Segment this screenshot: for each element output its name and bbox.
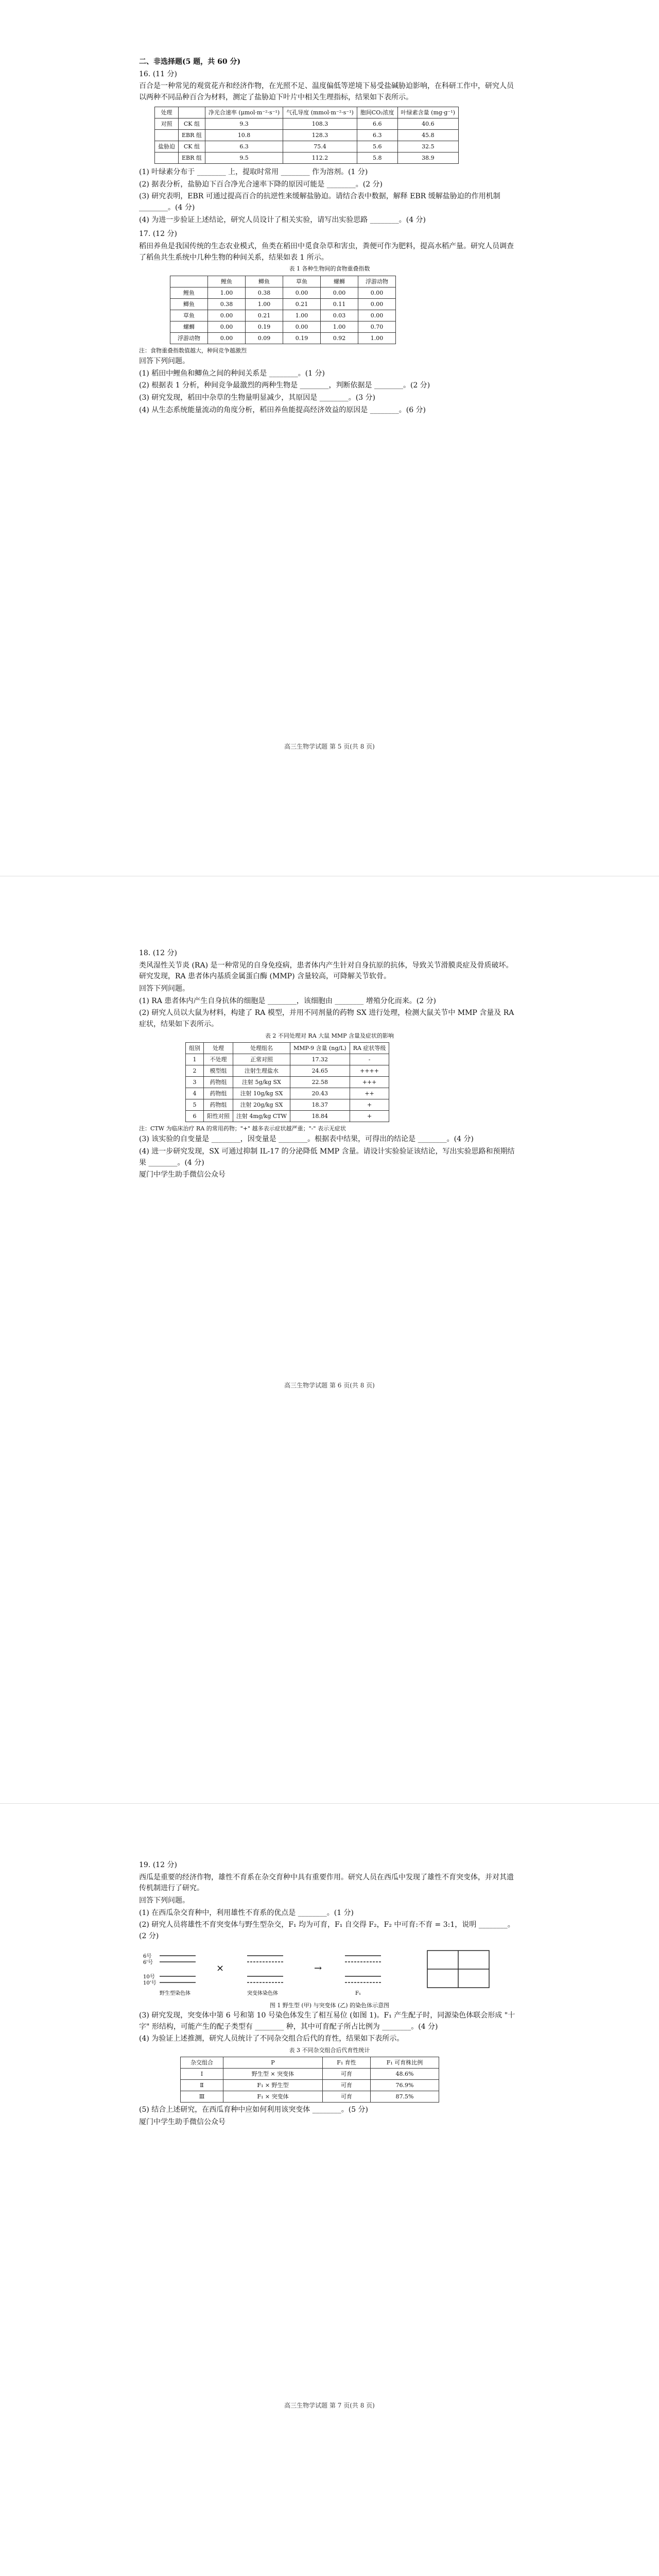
table-header-cell: 螺蛳 bbox=[321, 276, 358, 287]
table-header-cell: 处理组名 bbox=[233, 1042, 290, 1054]
section-title: 二、非选择题(5 题，共 60 分) bbox=[139, 58, 241, 66]
q18-header: 18. (12 分) bbox=[139, 949, 177, 957]
table-cell: 1.00 bbox=[358, 332, 396, 344]
table-header-cell: 气孔导度 (mmol·m⁻²·s⁻¹) bbox=[283, 107, 357, 118]
page-5-content bbox=[139, 57, 520, 417]
q17-table-caption: 表 1 各种生物间的食物重叠指数 bbox=[289, 265, 370, 273]
table-cell: +++ bbox=[350, 1077, 389, 1088]
table-cell: 0.19 bbox=[246, 321, 283, 332]
table-cell: 注射 4mg/kg CTW bbox=[233, 1111, 290, 1122]
exam-page-6 bbox=[0, 927, 659, 1803]
table-cell: 0.21 bbox=[283, 298, 321, 310]
table-cell: 0.19 bbox=[283, 332, 321, 344]
q19-header: 19. (12 分) bbox=[139, 1861, 177, 1869]
table-cell: 0.00 bbox=[358, 310, 396, 321]
page-6-content bbox=[139, 948, 520, 1182]
q16-sub-2: (2) 据表分析，盐胁迫下百合净光合速率下降的原因可能是 ________。(2 分) bbox=[139, 180, 383, 189]
table-cell: 0.00 bbox=[208, 310, 246, 321]
table-cell: ++ bbox=[350, 1088, 389, 1099]
table-cell: 38.9 bbox=[397, 152, 458, 163]
q19-lead: 回答下列问题。 bbox=[139, 1896, 189, 1905]
table-row bbox=[155, 118, 459, 129]
table-cell: 5 bbox=[186, 1099, 204, 1111]
q16-sub-4: (4) 为进一步验证上述结论，研究人员设计了相关实验，请写出实验思路 ________。(4 分) bbox=[139, 215, 426, 224]
table-cell: 1.00 bbox=[208, 287, 246, 298]
table-cell: CK 组 bbox=[179, 141, 205, 152]
table-cell: 20.43 bbox=[290, 1088, 350, 1099]
table-cell: 108.3 bbox=[283, 118, 357, 129]
table-cell: 可育 bbox=[323, 2080, 371, 2091]
table-header-cell: 处理 bbox=[204, 1042, 233, 1054]
table-cell: 0.70 bbox=[358, 321, 396, 332]
table-header-cell: 胞间CO₂浓度 bbox=[357, 107, 397, 118]
table-cell: Ⅱ bbox=[181, 2080, 223, 2091]
table-header-cell: 浮游动物 bbox=[358, 276, 396, 287]
table-cell: 0.00 bbox=[208, 321, 246, 332]
table-cell: 22.58 bbox=[290, 1077, 350, 1088]
table-header-cell: F₁ 育性 bbox=[323, 2057, 371, 2068]
table-cell bbox=[155, 129, 179, 141]
q18-sub-2: (2) 研究人员以大鼠为材料，构建了 RA 模型，并用不同剂量的药物 SX 进行处理，检测大鼠关节中 MMP 含量及 RA 症状，结果如下表所示。 bbox=[139, 1009, 514, 1029]
table-row bbox=[170, 298, 396, 310]
q19-sub-2: (2) 研究人员将雄性不育突变体与野生型杂交，F₁ 均为可育，F₁ 自交得 F₂，F₂ 中可育:不育 = 3:1，说明 ________。(2 分) bbox=[139, 1921, 515, 1941]
table-cell: 17.32 bbox=[290, 1054, 350, 1065]
table-cell: + bbox=[350, 1099, 389, 1111]
table-cell: 0.38 bbox=[246, 287, 283, 298]
figure-label: F₁ bbox=[355, 1990, 361, 1996]
table-cell: 0.00 bbox=[208, 332, 246, 344]
table-row bbox=[186, 1065, 389, 1076]
figure-label: 野生型染色体 bbox=[160, 1990, 190, 1996]
table-cell: 1.00 bbox=[283, 310, 321, 321]
table-cell: 0.09 bbox=[246, 332, 283, 344]
table-cell: 0.00 bbox=[358, 298, 396, 310]
table-header-cell: P bbox=[223, 2057, 323, 2068]
table-cell: F₁ × 野生型 bbox=[223, 2080, 323, 2091]
chromosome-label: 10号 bbox=[143, 1974, 155, 1980]
table-header-cell: 净光合速率 (μmol·m⁻²·s⁻¹) bbox=[205, 107, 283, 118]
table-cell: 4 bbox=[186, 1088, 204, 1099]
table-cell: 128.3 bbox=[283, 129, 357, 141]
q18-sub-3: (3) 该实验的自变量是 ________，因变量是 ________。根据表中结果，可得出的结论是 ________。(4 分) bbox=[139, 1135, 474, 1144]
table-cell: 2 bbox=[186, 1065, 204, 1076]
table-header-cell bbox=[170, 276, 208, 287]
exam-page-5 bbox=[0, 0, 659, 876]
q19-intro: 西瓜是重要的经济作物，雄性不育系在杂交育种中具有重要作用。研究人员在西瓜中发现了雄性不育突变体，并对其遗传机制进行了研究。 bbox=[139, 1873, 514, 1893]
q17-intro: 稻田养鱼是我国传统的生态农业模式，鱼类在稻田中觅食杂草和害虫，粪便可作为肥料，提高水稻产量。研究人员调查了稻鱼共生系统中几种生物的种间关系，结果如表 1 所示。 bbox=[139, 242, 514, 262]
table-cell: 浮游动物 bbox=[170, 332, 208, 344]
chromosome-label: 6'号 bbox=[143, 1959, 153, 1965]
q18-table-caption: 表 2 不同处理对 RA 大鼠 MMP 含量及症状的影响 bbox=[265, 1032, 394, 1039]
table-header-cell: 鲫鱼 bbox=[246, 276, 283, 287]
chromosome-label: 10'号 bbox=[143, 1980, 157, 1986]
table-header-cell: F₁ 可育株比例 bbox=[371, 2057, 439, 2068]
table-cell: 可育 bbox=[323, 2091, 371, 2103]
table-cell: Ⅰ bbox=[181, 2068, 223, 2079]
table-row bbox=[186, 1054, 389, 1065]
q18-table-note: 注：CTW 为临床治疗 RA 的常用药物；"+" 越多表示症状越严重；"-" 表示无症状 bbox=[139, 1125, 346, 1132]
q17-sub-4: (4) 从生态系统能量流动的角度分析，稻田养鱼能提高经济效益的原因是 ________。(6 分) bbox=[139, 405, 426, 414]
q19-sub-4: (4) 为验证上述推测，研究人员统计了不同杂交组合后代的育性，结果如下表所示。 bbox=[139, 2035, 404, 2043]
table-cell: 0.21 bbox=[246, 310, 283, 321]
table-cell: 1 bbox=[186, 1054, 204, 1065]
table-cell: 0.03 bbox=[321, 310, 358, 321]
q16-sub-3: (3) 研究表明，EBR 可通过提高百合的抗逆性来缓解盐胁迫。请结合表中数据，解释 EBR 缓解盐胁迫的作用机制 ________。(4 分) bbox=[139, 192, 500, 212]
q19-sub-3: (3) 研究发现，突变体中第 6 号和第 10 号染色体发生了相互易位 (如图 1)。F₁ 产生配子时，同源染色体联会形成 "十字" 形结构，可能产生的配子类型有 ________ 种，其中可育配子所占比例为 ________。(4 分) bbox=[139, 2011, 515, 2031]
figure-label: 突变体染色体 bbox=[247, 1990, 278, 1996]
table-row bbox=[170, 310, 396, 321]
table-cell: - bbox=[350, 1054, 389, 1065]
table-cell: 40.6 bbox=[397, 118, 458, 129]
q18-watermark-note: 厦门中学生助手微信公众号 bbox=[139, 1171, 226, 1179]
table-cell bbox=[155, 152, 179, 163]
q17-header: 17. (12 分) bbox=[139, 230, 177, 239]
q17-sub-2: (2) 根据表 1 分析，种间竞争最激烈的两种生物是 ________，判断依据是 ________。(2 分) bbox=[139, 381, 430, 390]
table-cell: 32.5 bbox=[397, 141, 458, 152]
table-cell: 药物组 bbox=[204, 1099, 233, 1111]
q19-table bbox=[180, 2057, 439, 2103]
table-header-cell: 处理 bbox=[155, 107, 179, 118]
table-cell: 可育 bbox=[323, 2068, 371, 2079]
page-divider bbox=[0, 1803, 659, 1804]
table-row bbox=[170, 287, 396, 298]
q16-sub-1: (1) 叶绿素分布于 ________ 上，提取时常用 ________ 作为溶剂。(1 分) bbox=[139, 167, 368, 176]
q18-lead: 回答下列问题。 bbox=[139, 985, 189, 993]
q16-table bbox=[154, 107, 459, 164]
q18-sub-1: (1) RA 患者体内产生自身抗体的细胞是 ________，该细胞由 ________ 增殖分化而来。(2 分) bbox=[139, 996, 437, 1005]
table-cell: 112.2 bbox=[283, 152, 357, 163]
table-cell: 18.84 bbox=[290, 1111, 350, 1122]
table-cell: 0.11 bbox=[321, 298, 358, 310]
table-cell: 正常对照 bbox=[233, 1054, 290, 1065]
q19-sub-1: (1) 在西瓜杂交育种中，利用雄性不育系的优点是 ________。(1 分) bbox=[139, 1908, 354, 1917]
q18-intro: 类风湿性关节炎 (RA) 是一种常见的自身免疫病，患者体内产生针对自身抗原的抗体，导致关节滑膜炎症及骨质破坏。研究发现，RA 患者体内基质金属蛋白酶 (MMP) 含量较高，可降解关节软骨。 bbox=[139, 961, 513, 981]
table-header-cell: 组别 bbox=[186, 1042, 204, 1054]
q19-table-caption: 表 3 不同杂交组合后代育性统计 bbox=[289, 2046, 370, 2054]
page-footer: 高三生物学试题 第 5 页(共 8 页) bbox=[284, 743, 375, 750]
cross-symbol: × bbox=[216, 1962, 224, 1974]
table-cell: 草鱼 bbox=[170, 310, 208, 321]
q17-lead: 回答下列问题。 bbox=[139, 357, 189, 365]
table-cell: 18.37 bbox=[290, 1099, 350, 1111]
table-cell: ++++ bbox=[350, 1065, 389, 1076]
table-cell: 0.00 bbox=[321, 287, 358, 298]
table-cell: 3 bbox=[186, 1077, 204, 1088]
table-cell: 野生型 × 突变体 bbox=[223, 2068, 323, 2079]
table-cell: F₁ × 突变体 bbox=[223, 2091, 323, 2103]
table-row bbox=[155, 141, 459, 152]
table-cell: 5.6 bbox=[357, 141, 397, 152]
table-cell: 0.00 bbox=[358, 287, 396, 298]
q19-watermark-note: 厦门中学生助手微信公众号 bbox=[139, 2117, 226, 2126]
q17-table bbox=[170, 276, 396, 344]
table-row bbox=[181, 2068, 439, 2079]
q17-sub-3: (3) 研究发现，稻田中杂草的生物量明显减少，其原因是 ________。(3 分) bbox=[139, 393, 376, 402]
table-cell: EBR 组 bbox=[179, 129, 205, 141]
q19-chromosome-figure bbox=[139, 1945, 520, 2007]
table-cell: 1.00 bbox=[321, 321, 358, 332]
table-cell: 45.8 bbox=[397, 129, 458, 141]
table-header-cell: 鲤鱼 bbox=[208, 276, 246, 287]
q18-sub-4: (4) 进一步研究发现，SX 可通过抑制 IL-17 的分泌降低 MMP 含量。请设计实验验证该结论，写出实验思路和预期结果 ________。(4 分) bbox=[139, 1147, 515, 1167]
table-header-cell: 叶绿素含量 (mg·g⁻¹) bbox=[397, 107, 458, 118]
table-cell: 注射生理盐水 bbox=[233, 1065, 290, 1076]
page-7-content bbox=[139, 1860, 520, 2129]
table-cell: 0.00 bbox=[283, 287, 321, 298]
table-row bbox=[181, 2080, 439, 2091]
q16-header: 16. (11 分) bbox=[139, 70, 177, 78]
table-cell: 1.00 bbox=[246, 298, 283, 310]
table-cell: 76.9% bbox=[371, 2080, 439, 2091]
table-cell: 6.3 bbox=[205, 141, 283, 152]
chromosome-diagram bbox=[139, 1945, 520, 1997]
table-cell: 注射 20g/kg SX bbox=[233, 1099, 290, 1111]
table-row bbox=[186, 1099, 389, 1111]
arrow-icon: → bbox=[314, 1962, 322, 1974]
table-cell: 注射 10g/kg SX bbox=[233, 1088, 290, 1099]
table-cell: 鲤鱼 bbox=[170, 287, 208, 298]
q16-intro: 百合是一种常见的观赏花卉和经济作物，在光照不足、温度偏低等逆境下易受盐碱胁迫影响，在科研工作中，研究人员以两种不同品种百合为材料，测定了盐胁迫下叶片中相关生理指标，结果如下表所示。 bbox=[139, 82, 514, 102]
table-header-cell: MMP-9 含量 (ng/L) bbox=[290, 1042, 350, 1054]
table-row bbox=[170, 332, 396, 344]
table-row bbox=[155, 129, 459, 141]
table-header-cell: 杂交组合 bbox=[181, 2057, 223, 2068]
table-cell: 6.6 bbox=[357, 118, 397, 129]
q19-sub-5: (5) 结合上述研究，在西瓜育种中应如何利用该突变体 ________。(5 分) bbox=[139, 2106, 369, 2114]
table-cell: 注射 5g/kg SX bbox=[233, 1077, 290, 1088]
table-cell: 6.3 bbox=[357, 129, 397, 141]
table-cell: 9.3 bbox=[205, 118, 283, 129]
q18-table bbox=[185, 1042, 389, 1122]
table-cell: CK 组 bbox=[179, 118, 205, 129]
page-footer: 高三生物学试题 第 6 页(共 8 页) bbox=[284, 1382, 375, 1389]
table-cell: 药物组 bbox=[204, 1088, 233, 1099]
table-row bbox=[170, 321, 396, 332]
table-cell: 药物组 bbox=[204, 1077, 233, 1088]
q17-note: 注：食物重叠指数值越大，种间竞争越激烈 bbox=[139, 347, 247, 354]
table-row bbox=[186, 1077, 389, 1088]
table-row bbox=[186, 1088, 389, 1099]
table-cell: EBR 组 bbox=[179, 152, 205, 163]
table-cell: 盐胁迫 bbox=[155, 141, 179, 152]
table-header-cell bbox=[179, 107, 205, 118]
table-cell: 48.6% bbox=[371, 2068, 439, 2079]
table-header-cell: RA 症状等级 bbox=[350, 1042, 389, 1054]
table-row bbox=[155, 152, 459, 163]
table-cell: 6 bbox=[186, 1111, 204, 1122]
table-cell: 9.5 bbox=[205, 152, 283, 163]
table-cell: 模型组 bbox=[204, 1065, 233, 1076]
q17-sub-1: (1) 稻田中鲤鱼和鲫鱼之间的种间关系是 ________。(1 分) bbox=[139, 369, 325, 378]
page-footer: 高三生物学试题 第 7 页(共 8 页) bbox=[284, 2402, 375, 2409]
table-cell: Ⅲ bbox=[181, 2091, 223, 2103]
q19-figure-caption: 图 1 野生型 (甲) 与突变体 (乙) 的染色体示意图 bbox=[269, 2002, 390, 2009]
table-row bbox=[181, 2091, 439, 2103]
table-cell: 对照 bbox=[155, 118, 179, 129]
table-cell: 不处理 bbox=[204, 1054, 233, 1065]
table-header-cell: 草鱼 bbox=[283, 276, 321, 287]
table-cell: 75.4 bbox=[283, 141, 357, 152]
table-cell: 鲫鱼 bbox=[170, 298, 208, 310]
table-cell: 5.8 bbox=[357, 152, 397, 163]
table-cell: 10.8 bbox=[205, 129, 283, 141]
table-cell: 24.65 bbox=[290, 1065, 350, 1076]
table-cell: 0.00 bbox=[283, 321, 321, 332]
table-cell: 0.38 bbox=[208, 298, 246, 310]
chromosome-label: 6号 bbox=[143, 1953, 152, 1959]
exam-page-7 bbox=[0, 1844, 659, 2576]
table-cell: + bbox=[350, 1111, 389, 1122]
table-cell: 87.5% bbox=[371, 2091, 439, 2103]
table-cell: 螺蛳 bbox=[170, 321, 208, 332]
table-cell: 阳性对照 bbox=[204, 1111, 233, 1122]
table-cell: 0.92 bbox=[321, 332, 358, 344]
table-row bbox=[186, 1111, 389, 1122]
